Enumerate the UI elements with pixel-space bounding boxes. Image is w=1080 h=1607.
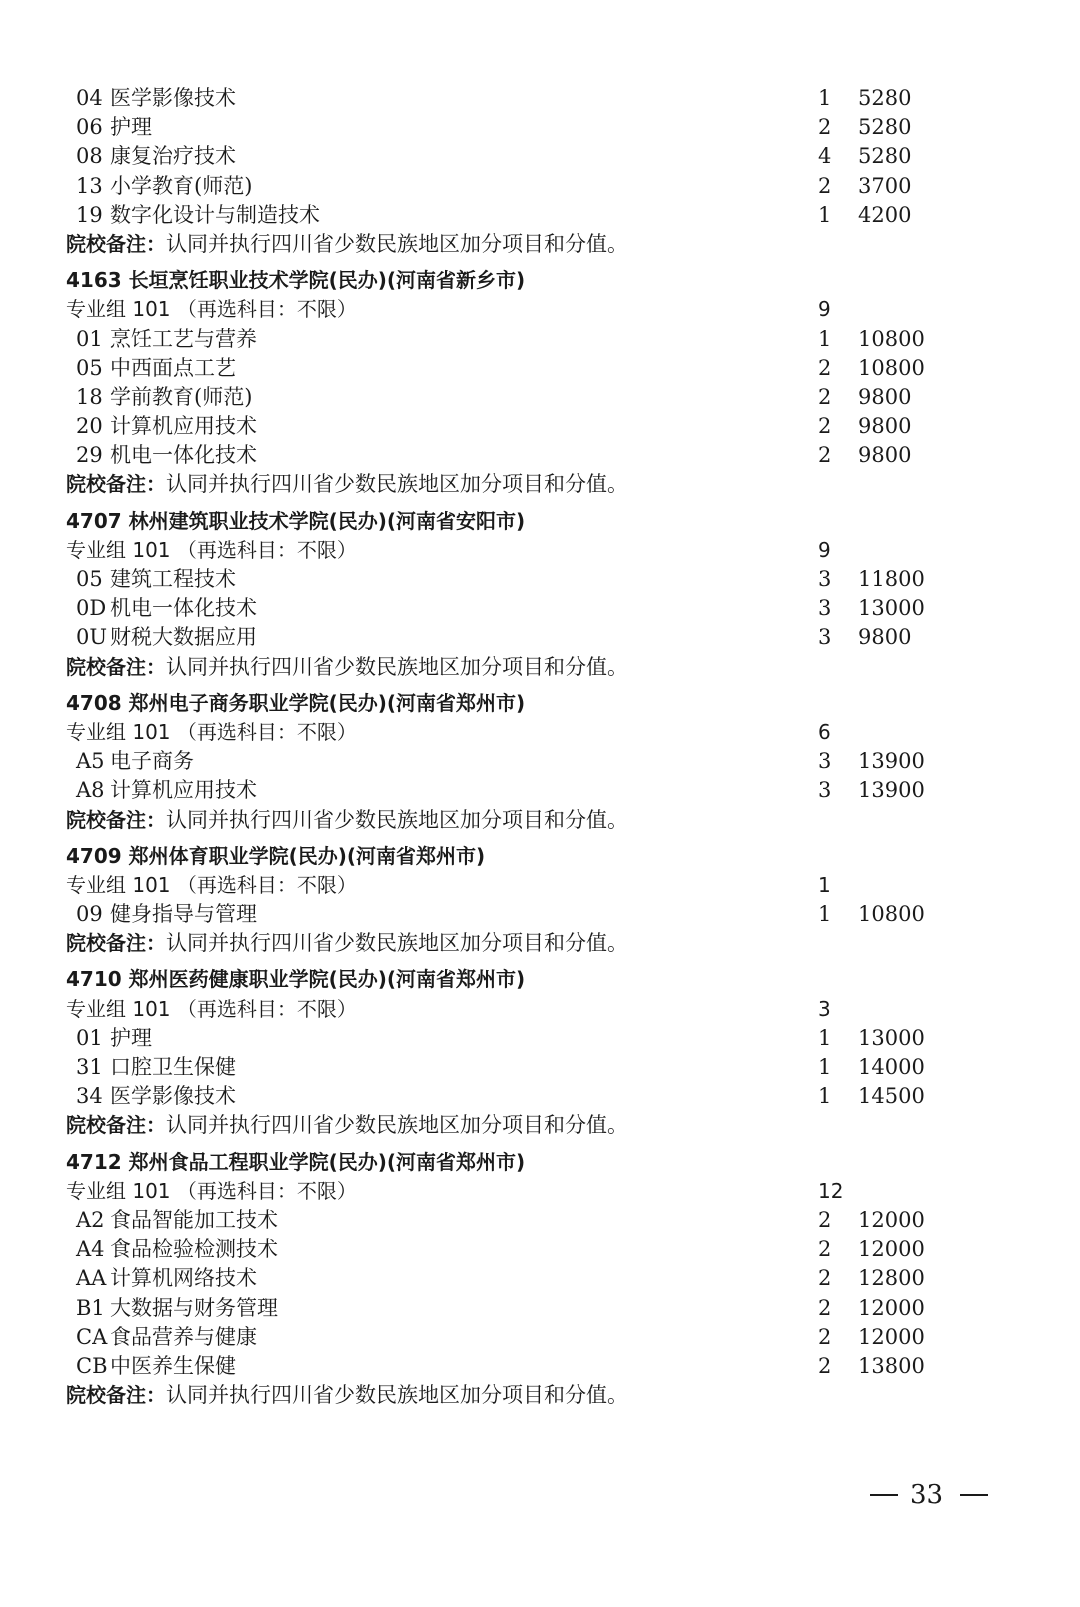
major-name: 中西面点工艺: [110, 355, 236, 380]
school-block: [66, 965, 1006, 1140]
major-code: 34: [76, 1084, 103, 1109]
major-group: [66, 718, 1006, 747]
major-name: 建筑工程技术: [110, 567, 236, 591]
major-code: 19: [76, 202, 103, 227]
major-row: [66, 383, 1006, 412]
major-name: 食品智能加工技术: [110, 1207, 278, 1232]
major-plan-count: 2: [818, 115, 832, 140]
group-label: 专业组 101 （再选科目：不限）: [66, 1178, 357, 1203]
note-line: [66, 653, 628, 684]
admission-plan-list: [66, 84, 1006, 1410]
note-label: 院校备注：: [66, 231, 166, 256]
major-name: 烹饪工艺与营养: [110, 326, 257, 351]
major-name: 护理: [110, 1025, 152, 1050]
major-tuition: 4200: [858, 202, 912, 227]
major-code: 06: [76, 115, 103, 140]
major-tuition: 5280: [858, 86, 912, 110]
group-total: 3: [818, 996, 831, 1021]
major-name: 财税大数据应用: [110, 625, 257, 650]
major-row: [66, 747, 1006, 776]
group-total: 9: [818, 537, 831, 562]
major-row: [66, 412, 1006, 441]
major-row: [66, 325, 1006, 354]
major-name: 计算机网络技术: [110, 1266, 257, 1291]
major-row: [66, 1264, 1006, 1293]
major-code: 29: [76, 443, 103, 468]
school-block: [66, 1148, 1006, 1411]
school-block: [66, 689, 1006, 835]
school-note: [66, 1381, 1006, 1410]
major-code: 0D: [76, 596, 107, 621]
major-tuition: 10800: [858, 355, 925, 380]
major-plan-count: 3: [818, 778, 832, 803]
major-group: [66, 871, 1006, 900]
major-name: 护理: [110, 115, 152, 140]
major-row: [66, 623, 1006, 652]
major-plan-count: 1: [818, 326, 832, 351]
school-note: [66, 470, 1006, 499]
major-row: [66, 1024, 1006, 1053]
major-group: [66, 995, 1006, 1024]
major-tuition: 12000: [858, 1324, 925, 1349]
major-row: [66, 565, 1006, 594]
major-group: [66, 295, 1006, 324]
school-note: [66, 230, 1006, 259]
major-row: [66, 1053, 1006, 1082]
major-plan-count: 1: [818, 202, 832, 227]
major-code: 01: [76, 1025, 103, 1050]
major-plan-count: 2: [818, 1324, 832, 1349]
major-tuition: 14000: [858, 1055, 925, 1079]
major-name: 机电一体化技术: [110, 596, 257, 621]
major-tuition: 12800: [858, 1266, 925, 1291]
school-block: [66, 507, 1006, 682]
major-row: [66, 1294, 1006, 1323]
major-plan-count: 2: [818, 1353, 832, 1378]
major-plan-count: 2: [818, 1295, 832, 1320]
note-line: [66, 1381, 628, 1412]
major-tuition: 12000: [858, 1237, 925, 1262]
school-note: [66, 929, 1006, 958]
major-code: 01: [76, 326, 103, 351]
school-note: [66, 1111, 1006, 1140]
major-code: 0U: [76, 625, 108, 650]
major-code: 08: [76, 144, 103, 169]
major-plan-count: 3: [818, 596, 832, 621]
major-name: 小学教育(师范): [110, 173, 253, 198]
major-plan-count: 4: [818, 144, 832, 169]
note-text: 认同并执行四川省少数民族地区加分项目和分值。: [166, 654, 628, 679]
major-code: CB: [76, 1353, 108, 1378]
footer-dash-left: [870, 1494, 898, 1496]
school-block: [66, 266, 1006, 500]
note-text: 认同并执行四川省少数民族地区加分项目和分值。: [166, 1383, 628, 1408]
major-name: 数字化设计与制造技术: [110, 202, 320, 227]
note-text: 认同并执行四川省少数民族地区加分项目和分值。: [166, 807, 628, 832]
major-name: 学前教育(师范): [110, 384, 253, 409]
school-note: [66, 653, 1006, 682]
major-row: [66, 201, 1006, 230]
major-row: [66, 900, 1006, 929]
major-row: [66, 441, 1006, 470]
major-name: 食品营养与健康: [110, 1324, 257, 1349]
major-code: A2: [76, 1207, 105, 1232]
major-tuition: 10800: [858, 902, 925, 927]
major-tuition: 9800: [858, 384, 912, 409]
group-total: 6: [818, 719, 831, 744]
major-plan-count: 2: [818, 384, 832, 409]
note-label: 院校备注：: [66, 931, 166, 956]
group-label: 专业组 101 （再选科目：不限）: [66, 719, 357, 744]
major-tuition: 13900: [858, 749, 925, 774]
major-tuition: 5280: [858, 144, 912, 169]
major-plan-count: 1: [818, 1025, 832, 1050]
major-row: [66, 1082, 1006, 1111]
group-label: 专业组 101 （再选科目：不限）: [66, 996, 357, 1021]
major-name: 计算机应用技术: [110, 778, 257, 803]
major-tuition: 13000: [858, 596, 925, 621]
major-plan-count: 3: [818, 567, 832, 591]
note-text: 认同并执行四川省少数民族地区加分项目和分值。: [166, 1113, 628, 1138]
major-plan-count: 3: [818, 749, 832, 774]
major-code: 20: [76, 414, 103, 439]
note-text: 认同并执行四川省少数民族地区加分项目和分值。: [166, 931, 628, 956]
school-name: 4710 郑州医药健康职业学院(民办)(河南省郑州市): [66, 967, 526, 992]
note-line: [66, 1111, 628, 1142]
school-title: [66, 1148, 1006, 1177]
note-line: [66, 806, 628, 837]
major-code: 31: [76, 1055, 103, 1079]
major-code: A5: [76, 749, 105, 774]
major-plan-count: 1: [818, 1084, 832, 1109]
major-plan-count: 2: [818, 443, 832, 468]
major-row: [66, 354, 1006, 383]
group-total: 1: [818, 872, 831, 897]
note-label: 院校备注：: [66, 654, 166, 679]
major-plan-count: 3: [818, 625, 832, 650]
major-row: [66, 1352, 1006, 1381]
group-total: 9: [818, 297, 831, 322]
school-name: 4712 郑州食品工程职业学院(民办)(河南省郑州市): [66, 1149, 526, 1174]
major-tuition: 5280: [858, 115, 912, 140]
major-plan-count: 1: [818, 902, 832, 927]
major-row: [66, 1235, 1006, 1264]
note-text: 认同并执行四川省少数民族地区加分项目和分值。: [166, 472, 628, 497]
major-plan-count: 2: [818, 1237, 832, 1262]
page-footer: [870, 1478, 1000, 1512]
major-code: 18: [76, 384, 103, 409]
major-plan-count: 2: [818, 173, 832, 198]
major-tuition: 13800: [858, 1353, 925, 1378]
school-note: [66, 806, 1006, 835]
major-name: 计算机应用技术: [110, 414, 257, 439]
major-name: 机电一体化技术: [110, 443, 257, 468]
major-name: 健身指导与管理: [110, 902, 257, 927]
major-row: [66, 142, 1006, 171]
major-code: 05: [76, 355, 103, 380]
major-name: 口腔卫生保健: [110, 1055, 236, 1079]
major-row: [66, 172, 1006, 201]
major-tuition: 11800: [858, 567, 925, 591]
group-label: 专业组 101 （再选科目：不限）: [66, 537, 357, 562]
major-plan-count: 1: [818, 86, 832, 110]
school-name: 4707 林州建筑职业技术学院(民办)(河南省安阳市): [66, 508, 526, 533]
major-name: 电子商务: [110, 749, 194, 774]
note-line: [66, 470, 628, 501]
note-text: 认同并执行四川省少数民族地区加分项目和分值。: [166, 231, 628, 256]
major-name: 医学影像技术: [110, 86, 236, 110]
major-row: [66, 84, 1006, 113]
note-line: [66, 929, 628, 960]
note-label: 院校备注：: [66, 807, 166, 832]
major-row: [66, 113, 1006, 142]
school-title: [66, 842, 1006, 871]
major-code: 09: [76, 902, 103, 927]
major-code: AA: [76, 1266, 107, 1291]
major-tuition: 14500: [858, 1084, 925, 1109]
major-plan-count: 2: [818, 1266, 832, 1291]
major-tuition: 12000: [858, 1295, 925, 1320]
major-tuition: 9800: [858, 414, 912, 439]
major-plan-count: 2: [818, 355, 832, 380]
major-name: 中医养生保健: [110, 1353, 236, 1378]
major-code: 13: [76, 173, 103, 198]
major-code: 04: [76, 86, 103, 110]
school-name: 4709 郑州体育职业学院(民办)(河南省郑州市): [66, 843, 486, 868]
footer-dash-right: [960, 1494, 988, 1496]
major-plan-count: 1: [818, 1055, 832, 1079]
school-title: [66, 965, 1006, 994]
major-row: [66, 776, 1006, 805]
group-label: 专业组 101 （再选科目：不限）: [66, 297, 357, 322]
major-name: 医学影像技术: [110, 1084, 236, 1109]
major-tuition: 3700: [858, 173, 912, 198]
major-tuition: 10800: [858, 326, 925, 351]
school-title: [66, 266, 1006, 295]
school-block: [66, 842, 1006, 959]
note-label: 院校备注：: [66, 1113, 166, 1138]
group-label: 专业组 101 （再选科目：不限）: [66, 872, 357, 897]
major-name: 大数据与财务管理: [110, 1295, 278, 1320]
group-total: 12: [818, 1178, 844, 1203]
school-name: 4708 郑州电子商务职业学院(民办)(河南省郑州市): [66, 690, 526, 715]
major-plan-count: 2: [818, 1207, 832, 1232]
major-row: [66, 1206, 1006, 1235]
major-code: 05: [76, 567, 103, 591]
major-name: 食品检验检测技术: [110, 1237, 278, 1262]
major-plan-count: 2: [818, 414, 832, 439]
major-tuition: 9800: [858, 625, 912, 650]
major-tuition: 13900: [858, 778, 925, 803]
note-label: 院校备注：: [66, 1383, 166, 1408]
major-code: CA: [76, 1324, 108, 1349]
school-title: [66, 507, 1006, 536]
major-tuition: 12000: [858, 1207, 925, 1232]
major-code: A4: [76, 1237, 105, 1262]
page-number: 33: [910, 1480, 944, 1510]
major-row: [66, 594, 1006, 623]
major-name: 康复治疗技术: [110, 144, 236, 169]
note-line: [66, 230, 628, 261]
major-group: [66, 1177, 1006, 1206]
major-tuition: 13000: [858, 1025, 925, 1050]
major-row: [66, 1323, 1006, 1352]
major-code: B1: [76, 1295, 105, 1320]
major-group: [66, 536, 1006, 565]
school-title: [66, 689, 1006, 718]
major-tuition: 9800: [858, 443, 912, 468]
major-code: A8: [76, 778, 105, 803]
school-name: 4163 长垣烹饪职业技术学院(民办)(河南省新乡市): [66, 268, 526, 293]
note-label: 院校备注：: [66, 472, 166, 497]
